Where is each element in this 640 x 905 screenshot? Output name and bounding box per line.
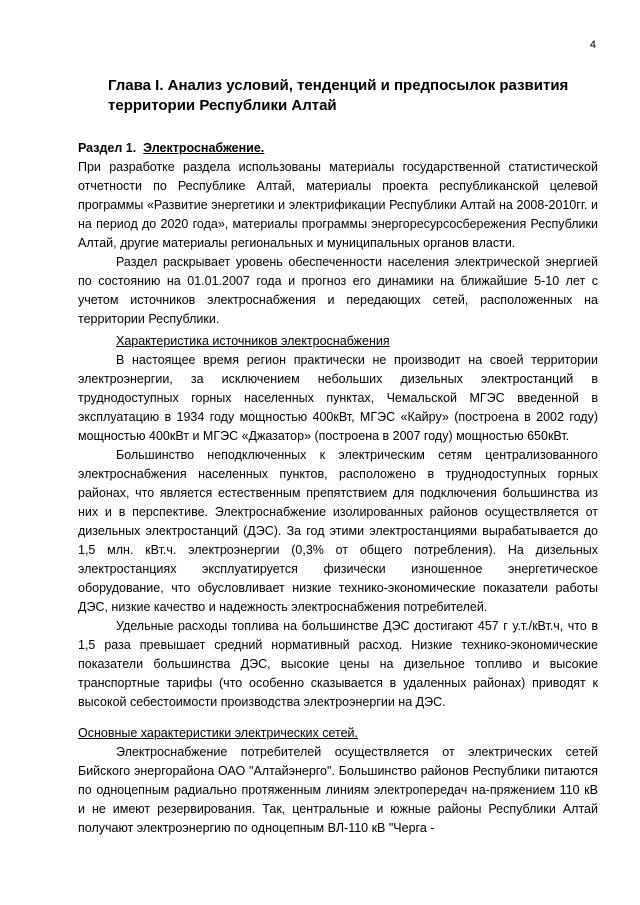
page-number: 4 [589,39,596,51]
sources-paragraph-2: Большинство неподключенных к электрическим сетям централизованного электроснабжения населенных пунктов, расположено в труднодоступных горных районах, что является естественным препятствием для подключения большинства из них и в перспективе. Электроснабжение изолированных районов осуществляется от дизельных электростанций (ДЭС). За год этими электростанциями вырабатывается до 1,5 млн. кВт.ч. электроэнергии (0,3% от общего потребления). На дизельных электростанциях эксплуатируется физически изношенное энергетическое оборудование, что обусловливает низкие технико-экономические показатели работы ДЭС, низкие качество и надежность электроснабжения потребителей. [78,448,598,614]
intro-paragraph: При разработке раздела использованы материалы государственной статистической отчетности по Республике Алтай, материалы проекта республиканской целевой программы «Развитие энергетики и электрификации Республики Алтай на 2008-2010гг. и на период до 2020 года», материалы программы энергоресурсосбережения Республики Алтай, другие материалы региональных и муниципальных органов власти. [78,160,598,250]
sources-paragraph-1: В настоящее время регион практически не производит на своей территории электроэнергии, за исключением небольших дизельных электростанций в труднодоступных горных населенных пунктах, Чемальской МГЭС введенной в эксплуатацию в 1934 году мощностью 400кВт, МГЭС «Кайру» (построена в 2002 году) мощностью 400кВт и МГЭС «Джазатор» (построена в 2007 году) мощностью 650кВт. [78,353,598,443]
networks-paragraph-1: Электроснабжение потребителей осуществляется от электрических сетей Бийского энергорайона ОАО "Алтайэнерго". Большинство районов Республики питаются по одноцепным радиально протяженным линиям электропередач на-пряжением 110 кВ и не имеют резервирования. Так, центральные и южные районы Республики Алтай получают электроэнергию по одноцепным ВЛ-110 кВ "Черга - [78,745,598,835]
section-title: Электроснабжение. [143,141,265,155]
sources-heading: Характеристика источников электроснабжения [116,334,390,348]
networks-heading: Основные характеристики электрических сетей. [78,726,358,740]
document-body [78,139,598,838]
section-prefix: Раздел 1. [78,141,137,155]
scope-paragraph: Раздел раскрывает уровень обеспеченности населения электрической энергией по состоянию на 01.01.2007 года и прогноз его динамики на ближайшие 5-10 лет с учетом источников электроснабжения и передающих сетей, расположенных на территории Республики. [78,255,598,326]
sources-paragraph-3: Удельные расходы топлива на большинстве ДЭС достигают 457 г у.т./кВт.ч, что в 1,5 раза превышает средний нормативный расход. Низкие технико-экономические показатели большинства ДЭС, высокие цены на дизельное топливо и высокие транспортные тарифы (что особенно сказывается в удаленных районах) приводят к высокой себестоимости производства электроэнергии на ДЭС. [78,619,598,709]
section-heading [78,139,598,158]
chapter-title: Глава I. Анализ условий, тенденций и предпосылок развития территории Республики Алтай [108,77,569,114]
